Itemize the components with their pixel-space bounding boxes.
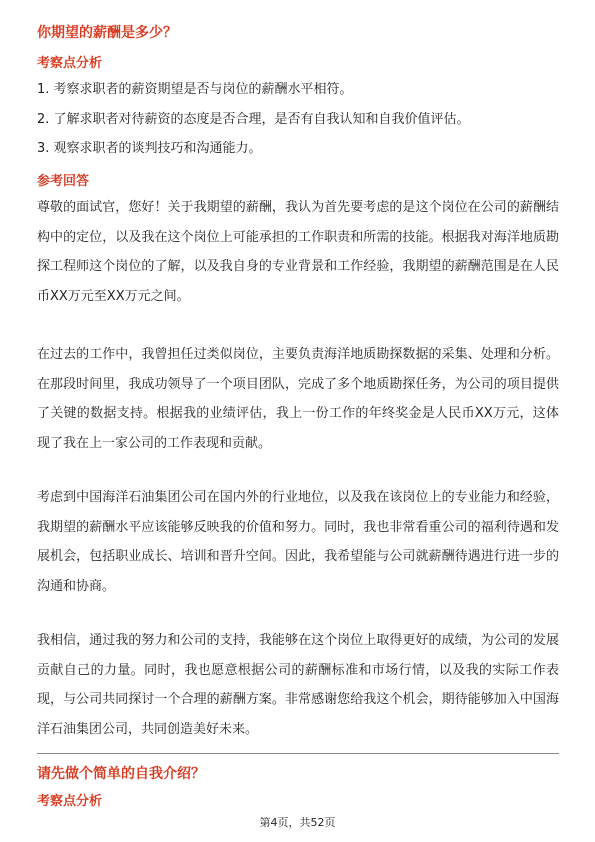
answer-paragraph-2: 在过去的工作中，我曾担任过类似岗位，主要负责海洋地质勘探数据的采集、处理和分析。在那段时间里，我成功领导了一个项目团队，完成了多个地质勘探任务，为公司的项目提供了关键的数据支持。根据我的业绩评估，我上一份工作的年终奖金是人民币XX万元，这体现了我在上一家公司的工作表现和贡献。	[37, 347, 559, 451]
next-question-title: 请先做个简单的自我介绍？	[37, 766, 205, 782]
analysis-point-2: 2. 了解求职者对待薪资的态度是否合理，是否有自我认知和自我价值评估。	[37, 112, 470, 127]
analysis-point-3: 3. 观察求职者的谈判技巧和沟通能力。	[37, 141, 262, 156]
answer-paragraph-3: 考虑到中国海洋石油集团公司在国内外的行业地位，以及我在该岗位上的专业能力和经验，我期望的薪酬水平应该能够反映我的价值和努力。同时，我也非常看重公司的福利待遇和发展机会，包括职业成长、培训和晋升空间。因此，我希望能与公司就薪酬待遇进行进一步的沟通和协商。	[37, 490, 559, 594]
answer-paragraph-4: 我相信，通过我的努力和公司的支持，我能够在这个岗位上取得更好的成绩，为公司的发展贡献自己的力量。同时，我也愿意根据公司的薪酬标准和市场行情，以及我的实际工作表现，与公司共同探讨一个合理的薪酬方案。非常感谢您给我这个机会，期待能够加入中国海洋石油集团公司，共同创造美好未来。	[37, 633, 559, 737]
next-analysis-heading: 考察点分析	[37, 794, 103, 809]
question-title: 你期望的薪酬是多少？	[37, 25, 177, 41]
answer-heading: 参考回答	[37, 174, 90, 189]
analysis-heading: 考察点分析	[37, 56, 103, 71]
section-divider	[37, 753, 559, 754]
answer-paragraph-1: 尊敬的面试官，您好！关于我期望的薪酬，我认为首先要考虑的是这个岗位在公司的薪酬结构中的定位，以及我在这个岗位上可能承担的工作职责和所需的技能。根据我对海洋地质勘探工程师这个岗位的了解，以及我自身的专业背景和工作经验，我期望的薪酬范围是在人民币XX万元至XX万元之间。	[37, 200, 559, 304]
page-number: 第4页，共52页	[259, 816, 336, 829]
analysis-point-1: 1. 考察求职者的薪资期望是否与岗位的薪酬水平相符。	[37, 82, 353, 97]
